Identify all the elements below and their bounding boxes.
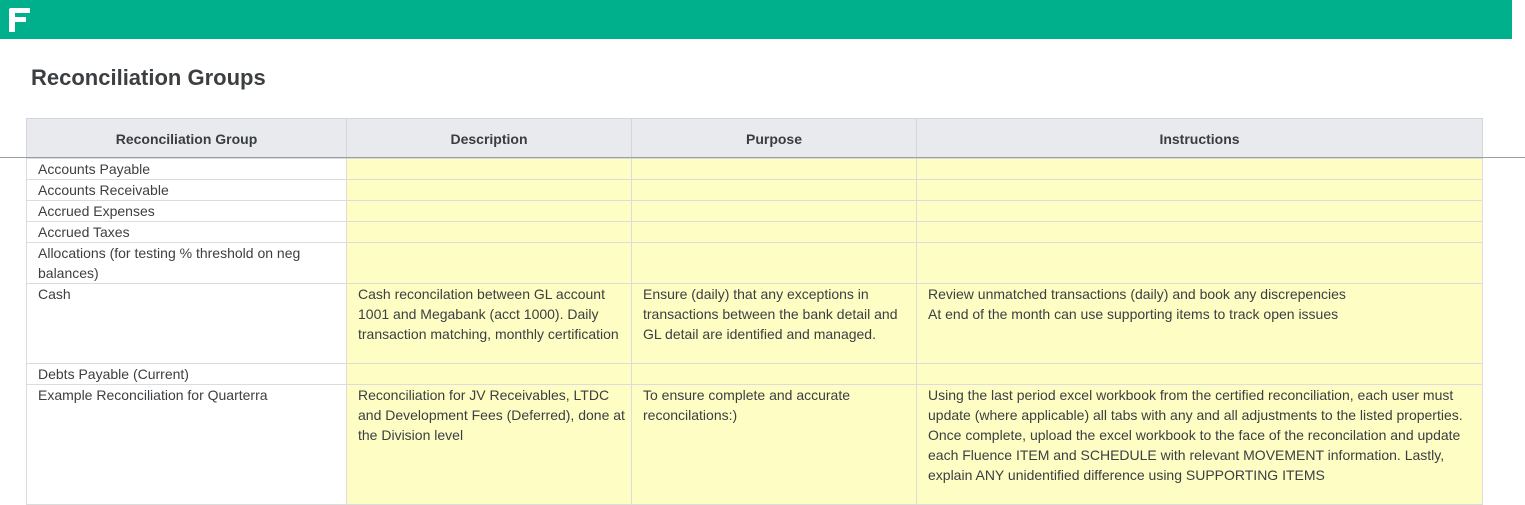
purpose-cell[interactable] — [632, 243, 917, 284]
purpose-cell[interactable] — [632, 201, 917, 222]
reconciliation-groups-table — [26, 118, 1483, 505]
instructions-cell[interactable] — [917, 222, 1483, 243]
table-row[interactable] — [27, 180, 1483, 201]
description-cell[interactable] — [347, 243, 632, 284]
group-cell[interactable]: Debts Payable (Current) — [27, 364, 347, 385]
group-cell[interactable]: Accrued Taxes — [27, 222, 347, 243]
table-row[interactable] — [27, 364, 1483, 385]
group-cell[interactable]: Accounts Payable — [27, 159, 347, 180]
column-header-reconciliation-group[interactable]: Reconciliation Group — [27, 119, 347, 159]
table-row[interactable] — [27, 385, 1483, 505]
group-cell[interactable]: Accounts Receivable — [27, 180, 347, 201]
instructions-cell[interactable] — [917, 159, 1483, 180]
column-header-purpose[interactable]: Purpose — [632, 119, 917, 159]
instructions-cell[interactable] — [917, 243, 1483, 284]
header-divider — [0, 157, 1525, 158]
purpose-cell[interactable] — [632, 159, 917, 180]
description-cell[interactable] — [347, 201, 632, 222]
fluence-logo-icon[interactable] — [8, 7, 32, 33]
description-cell[interactable]: Reconciliation for JV Receivables, LTDC and Development Fees (Deferred), done at the Division level — [347, 385, 632, 505]
description-cell[interactable]: Cash reconcilation between GL account 1001 and Megabank (acct 1000). Daily transaction matching, monthly certification — [347, 284, 632, 364]
instructions-cell[interactable]: Using the last period excel workbook from the certified reconciliation, each user must update (where applicable) all tabs with any and all adjustments to the listed properties. Once complete, upload the excel workbook to the face of the reconcilation and update each Fluence ITEM and SCHEDULE with relevant MOVEMENT information. Lastly, explain ANY unidentified difference using SUPPORTING ITEMS — [917, 385, 1483, 505]
description-cell[interactable] — [347, 180, 632, 201]
description-cell[interactable] — [347, 159, 632, 180]
purpose-cell[interactable]: Ensure (daily) that any exceptions in transactions between the bank detail and GL detail are identified and managed. — [632, 284, 917, 364]
purpose-cell[interactable] — [632, 222, 917, 243]
table-row[interactable] — [27, 284, 1483, 364]
instructions-cell[interactable]: Review unmatched transactions (daily) and book any discrepencies At end of the month can use supporting items to track open issues — [917, 284, 1483, 364]
description-cell[interactable] — [347, 364, 632, 385]
column-header-description[interactable]: Description — [347, 119, 632, 159]
group-cell[interactable]: Accrued Expenses — [27, 201, 347, 222]
table-row[interactable] — [27, 159, 1483, 180]
top-app-bar — [0, 0, 1512, 39]
purpose-cell[interactable]: To ensure complete and accurate reconcilations:) — [632, 385, 917, 505]
group-cell[interactable]: Allocations (for testing % threshold on neg balances) — [27, 243, 347, 284]
instructions-cell[interactable] — [917, 364, 1483, 385]
column-header-instructions[interactable]: Instructions — [917, 119, 1483, 159]
table-header-row — [27, 119, 1483, 159]
purpose-cell[interactable] — [632, 180, 917, 201]
instructions-cell[interactable] — [917, 201, 1483, 222]
table-row[interactable] — [27, 201, 1483, 222]
group-cell[interactable]: Example Reconciliation for Quarterra — [27, 385, 347, 505]
table-row[interactable] — [27, 222, 1483, 243]
page-title: Reconciliation Groups — [31, 65, 266, 90]
instructions-cell[interactable] — [917, 180, 1483, 201]
group-cell[interactable]: Cash — [27, 284, 347, 364]
table-row[interactable] — [27, 243, 1483, 284]
purpose-cell[interactable] — [632, 364, 917, 385]
description-cell[interactable] — [347, 222, 632, 243]
